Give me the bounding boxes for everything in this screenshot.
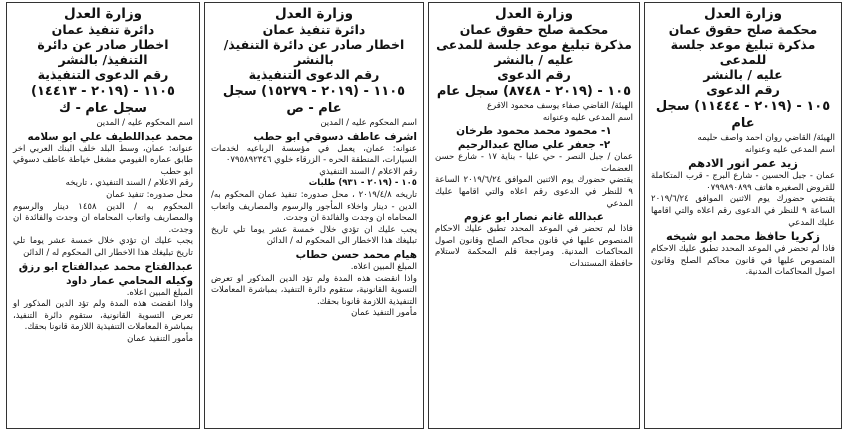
ministry-heading: وزارة العدل [274,6,354,22]
notice-heading: اخطار صادر عن دائرة التنفيذ/ بالنشر [223,37,405,67]
panel-text: الهيئة/ القاضي روان احمد واصف حليمه [697,133,835,143]
closing-text: واذا انقضت هذه المدة ولم تؤد الدين المذكور او تعرض التسوية القانونية، ستقوم دائرة التنفيذ، بمباشرة المعاملات التنفيذية اللازمة قانونا بحقك. [211,273,417,307]
details-text: المحكوم به / الدين ١٤٥٨ دينار والرسوم والمصاريف واتعاب المحاماه ان وجدت والفائدة ان وجدت. [13,201,194,235]
reference-label: رقم الاعلام / السند التنفيذي ، تاريخه [65,178,193,189]
address-text: عنوانه: عمان، وسط البلد خلف البنك العربي اخر طابق عماره الفيومي مشغل خياطة عاطف دسوقي ابو حطب [13,143,193,177]
ministry-heading: وزارة العدل [63,6,143,22]
defendant-label: اسم المدعى عليه وعنوانه [542,112,633,123]
case-number: ١٠٥ - (٢٠١٩ - ٨٧٤٨) سجل عام [436,84,632,99]
case-number: ١١٠٥ - (٢٠١٩ - ١٥٢٧٩) سجل عام - ص [222,84,406,116]
creditor-lawyer: وكيله المحامي عمار داود [66,274,193,287]
court-heading: محكمة صلح حقوق عمان [668,22,818,37]
address-text: عمان / جبل النصر - حي عليا - بناية ١٧ - شارع حسن العضمات [435,152,633,174]
memo-subheading: عليه / بالنشر [703,67,783,82]
department-heading: دائرة تنفيذ عمان [51,22,155,37]
reference-number: ١٠٥ - (٢٠١٩ - ٩٣١) طلبات [308,178,417,189]
case-number: ١١٠٥ - (٢٠١٩ - ١٤٤١٣) سجل عام - ك [31,84,175,116]
case-label: رقم الدعوى التنفيذية [248,67,380,82]
convicted-name: محمد عبداللطيف علي ابو سلامه [27,130,193,143]
issued-text: محل صدوره: تنفيذ عمان [106,189,193,200]
officer-text: مأمور التنفيذ عمان [127,333,193,344]
amount-text: المبلغ المبين اعلاه. [350,261,417,272]
convicted-label: اسم المحكوم عليه / المدين [96,118,193,128]
notice-column-2 [428,2,640,429]
case-label: رقم الدعوى التنفيذية [37,67,169,82]
notice-heading: اخطار صادر عن دائرة التنفيذ/ بالنشر [37,37,169,67]
ministry-heading: وزارة العدل [703,6,783,22]
department-heading: دائرة تنفيذ عمان [262,22,366,37]
demand-text: يجب عليك ان تؤدي خلال خمسة عشر يوما تلي تاريخ تبليغك هذا الاخطار الى المحكوم له / الدائن [211,224,417,247]
case-number: ١٠٥ - (٢٠١٩ - ١١٤٤٤) سجل عام [655,99,831,131]
plaintiff-name: زكريا حافظ محمد ابو شيخه [665,229,821,244]
creditor-name: عبدالفتاح محمد عبدالفتاح ابو رزق [18,260,193,273]
defendant-label: اسم المدعى عليه وعنوانه [744,144,835,155]
address-text: عمان - جبل الحسين - شارع البرج - قرب المتكاملة للقروض الصغيره هاتف ٠٧٩٩٨٩٠٨٩٩ [651,171,835,193]
address-text: عنوانه: عمان، يعمل في مؤسسة الرباعيه لخدمات السيارات، المنطقة الحره - الزرقاء خلوي ٠٧٩٥٨٩٢٣٤٦ [211,143,417,166]
officer-text: مأمور التنفيذ عمان [351,308,417,319]
panel-text: الهيئة/ القاضي صفاء يوسف محمود الاقرع [486,101,633,111]
defendant-name-1: ١- محمود محمد محمود طرخان [456,125,612,138]
reference-label: رقم الاعلام / السند التنفيذي [319,166,417,177]
memo-heading: مذكرة تبليغ موعد جلسة للمدعى [436,37,632,52]
hearing-text: يقتضي حضورك يوم الاثنين الموافق ٢٠١٩/٦/٢٤ الساعة ٩ للنظر في الدعوى رقم اعلاه والتي اقامها عليك المدعي [435,175,633,209]
notice-column-3 [204,2,424,429]
memo-subheading: عليه / بالنشر [494,52,574,67]
warning-text: فاذا لم تحضر في الموعد المحدد تطبق عليك الاحكام المنصوص عليها في قانون محاكم الصلح وقانون اصول المحاكمات المدنية. ومراجعة قلم المحكمة لاستلام حافظة المستندات [435,224,633,269]
defendant-name-2: ٢- جعفر علي صالح عبدالرحيم [457,139,611,152]
hearing-text: يقتضي حضورك يوم الاثنين الموافق ٢٠١٩/٦/٢٤ الساعة ٩ للنظر في الدعوى رقم اعلاه والتي اقامها عليك المدعي [651,194,835,228]
details-text: تاريخه ٢٠١٩/٤/٨ ، محل صدوره: تنفيذ عمان المحكوم به/ الدين - دينار واخلاء المأجور والرسوم والمصاريف واتعاب المحاماه ان وجدت والفائدة ان وجدت. [211,189,418,224]
amount-text: المبلغ المبين اعلاه. [126,287,193,298]
warning-text: فاذا لم تحضر في الموعد المحدد تطبق عليك الاحكام المنصوص عليها في قانون محاكم الصلح وقانون اصول المحاكمات المدنية. [651,244,835,278]
notice-column-4 [6,2,200,429]
demand-text: يجب عليك ان تؤدي خلال خمسة عشر يوما تلي تاريخ تبليغك هذا الاخطار الى المحكوم له / الدائن [13,236,193,258]
notice-column-1 [644,2,842,429]
convicted-label: اسم المحكوم عليه / المدين [320,118,417,128]
creditor-name: هيام محمد حسن حطاب [295,248,417,261]
memo-heading: مذكرة تبليغ موعد جلسة للمدعى [670,37,816,67]
closing-text: واذا انقضت هذه المدة ولم تؤد الدين المذكور او تعرض التسوية القانونية، ستقوم دائرة التنفيذ، بمباشرة المعاملات التنفيذية اللازمة قانونا بحقك. [13,299,193,333]
court-heading: محكمة صلح حقوق عمان [459,22,609,37]
plaintiff-name: عبدالله غانم نصار ابو عزوم [464,211,604,224]
ministry-heading: وزارة العدل [494,6,574,22]
case-label: رقم الدعوى [497,67,571,82]
convicted-name: اشرف عاطف دسوقي ابو حطب [253,130,417,143]
case-label: رقم الدعوى [706,82,780,97]
defendant-name: زيد عمر انور الادهم [688,156,798,171]
